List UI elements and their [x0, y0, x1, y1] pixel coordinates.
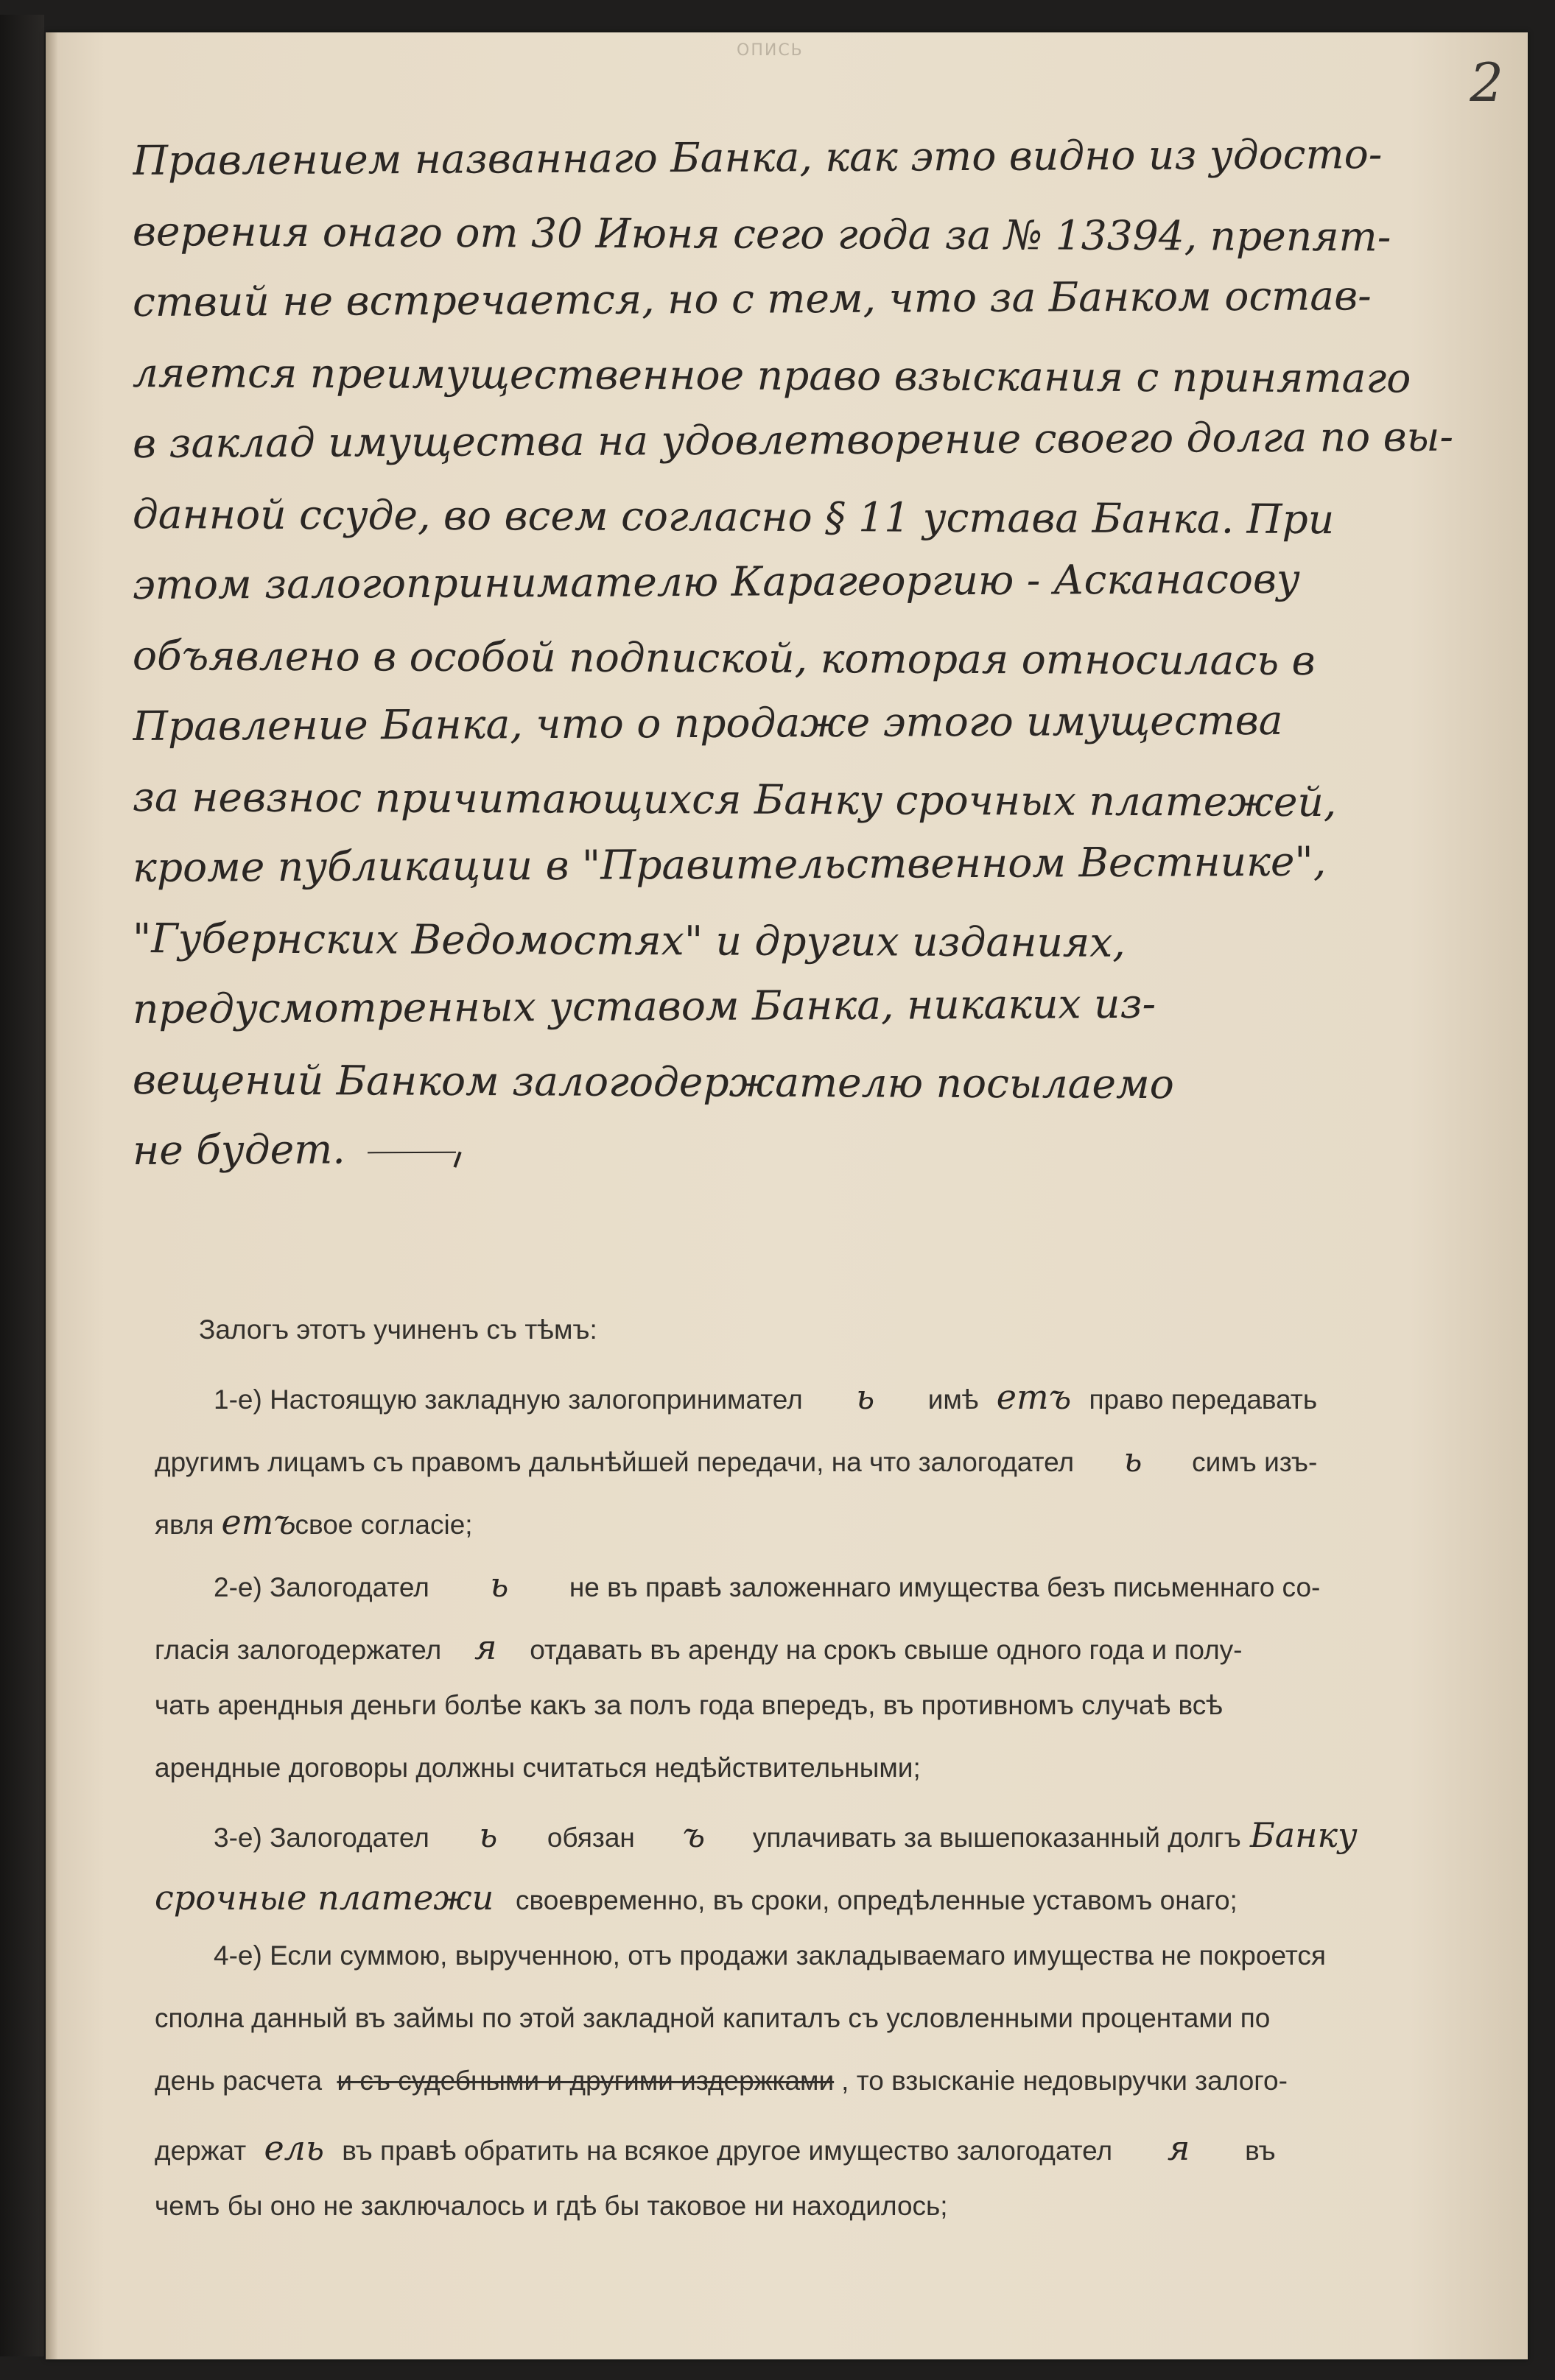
- handwritten-insert: Банку: [1249, 1815, 1358, 1855]
- faint-stamp: ОПИСЬ: [737, 41, 804, 60]
- handwritten-insert: ъ: [682, 1815, 706, 1855]
- handwritten-insert: я: [1167, 2128, 1190, 2168]
- clause-text: 2-е) Залогодател: [214, 1572, 429, 1602]
- clause-text: имѣ: [927, 1384, 979, 1415]
- clause-text: своевременно, въ сроки, опредѣленные уставомъ онаго;: [516, 1885, 1238, 1915]
- scan-background-edge: [0, 15, 44, 2356]
- clause-2-line-2: [155, 1627, 1333, 1667]
- clause-text: право передавать: [1089, 1384, 1318, 1415]
- handwritten-insert: я: [474, 1627, 497, 1667]
- clause-4-line-1: 4-е) Если суммою, вырученною, отъ продажи закладываемаго имущества не покроется: [214, 1940, 1326, 1971]
- handwritten-insert: етъ: [996, 1377, 1072, 1417]
- handwritten-line: Правлением названнаго Банка, как это видно из удосто-: [132, 130, 1383, 184]
- intro-line: Залогъ этотъ учиненъ съ тѣмъ:: [199, 1314, 597, 1345]
- clause-1-line-1: [214, 1377, 1333, 1417]
- clause-4-line-3: [155, 2066, 1333, 2102]
- handwritten-line: этом залогопринимателю Карагеоргию - Асканасову: [132, 554, 1301, 608]
- handwritten-insert: ель: [264, 2128, 324, 2168]
- handwritten-line: ляется преимущественное право взыскания с принятаго: [132, 349, 1411, 402]
- handwritten-line: в заклад имущества на удовлетворение своего долга по вы-: [132, 412, 1454, 467]
- clause-1-line-3: [155, 1502, 1333, 1542]
- clause-3-line-2: [155, 1878, 1333, 1918]
- handwritten-line: объявлено в особой подпиской, которая относилась в: [132, 632, 1316, 685]
- clause-2-line-3: чать арендныя деньги болѣе какъ за полъ года впередъ, въ противномъ случаѣ всѣ: [155, 1690, 1223, 1720]
- clause-text: , то взысканіе недовыручки залого-: [841, 2066, 1288, 2096]
- handwritten-line: "Губернских Ведомостях" и других изданиях,: [132, 915, 1126, 966]
- clause-text: другимъ лицамъ съ правомъ дальнѣйшей передачи, на что залогодател: [155, 1447, 1075, 1477]
- struck-text: и съ судебными и другими издержками: [337, 2066, 835, 2096]
- clause-1-line-2: [155, 1440, 1333, 1479]
- clause-2-line-1: [214, 1565, 1333, 1605]
- clause-text: обязан: [547, 1823, 635, 1853]
- page-fold-shadow: [46, 32, 57, 2359]
- handwritten-line: данной ссуде, во всем согласно § 11 устава Банка. При: [132, 490, 1335, 543]
- handwritten-text-block: [133, 125, 1459, 1186]
- handwritten-insert: ь: [856, 1377, 875, 1417]
- clause-text: день расчета: [155, 2066, 323, 2096]
- clause-text: отдавать въ аренду на срокъ свыше одного года и полу-: [530, 1635, 1243, 1665]
- clause-text: 3-е) Залогодател: [214, 1823, 429, 1853]
- clause-text: свое согласіе;: [295, 1510, 473, 1540]
- handwritten-line-text: не будет.: [132, 1125, 345, 1174]
- clause-text: уплачивать за вышепоказанный долгъ: [752, 1823, 1241, 1853]
- clause-2-line-4: арендные договоры должны считаться недѣйствительными;: [155, 1753, 921, 1783]
- clause-4-line-2: сполна данный въ займы по этой закладной капиталъ съ условленными процентами по: [155, 2003, 1271, 2033]
- clause-text: держат: [155, 2136, 247, 2166]
- handwritten-line: за невзнос причитающихся Банку срочных платежей,: [132, 773, 1337, 826]
- clause-text: не въ правѣ заложеннаго имущества безъ письменнаго со-: [569, 1572, 1321, 1602]
- clause-text: въ правѣ обратить на всякое другое имущество залогодател: [342, 2136, 1113, 2166]
- handwritten-line: Правление Банка, что о продаже этого имущества: [132, 696, 1283, 750]
- clause-3-line-1: [214, 1815, 1358, 1855]
- page-number: 2: [1470, 52, 1503, 113]
- clause-4-line-4: [155, 2128, 1333, 2168]
- handwritten-line: вещений Банком залогодержателю посылаемо: [132, 1056, 1174, 1108]
- handwritten-insert: срочные платежи: [155, 1878, 494, 1918]
- clause-text: въ: [1245, 2136, 1276, 2166]
- handwritten-insert: етъ: [221, 1502, 296, 1542]
- clause-text: 1-е) Настоящую закладную залогопринимател: [214, 1384, 803, 1415]
- handwritten-line: верения онаго от 30 Июня сего года за № 13394, препят-: [132, 208, 1391, 261]
- handwritten-line: кроме публикации в "Правительственном Вестнике",: [132, 837, 1327, 891]
- handwritten-line: предусмотренных уставом Банка, никаких из-: [132, 979, 1156, 1032]
- clause-text: гласія залогодержател: [155, 1635, 442, 1665]
- handwritten-insert: ь: [490, 1565, 509, 1605]
- handwritten-line-final: [133, 1108, 1459, 1186]
- handwritten-line: ствий не встречается, но с тем, что за Банком остав-: [132, 272, 1372, 325]
- handwritten-insert: ь: [479, 1815, 498, 1855]
- clause-text: симъ изъ-: [1192, 1447, 1318, 1477]
- closing-flourish: [368, 1152, 456, 1154]
- clause-4-line-5: чемъ бы оно не заключалось и гдѣ бы таковое ни находилось;: [155, 2191, 948, 2221]
- handwritten-insert: ь: [1123, 1440, 1142, 1479]
- clause-text: явля: [155, 1510, 214, 1540]
